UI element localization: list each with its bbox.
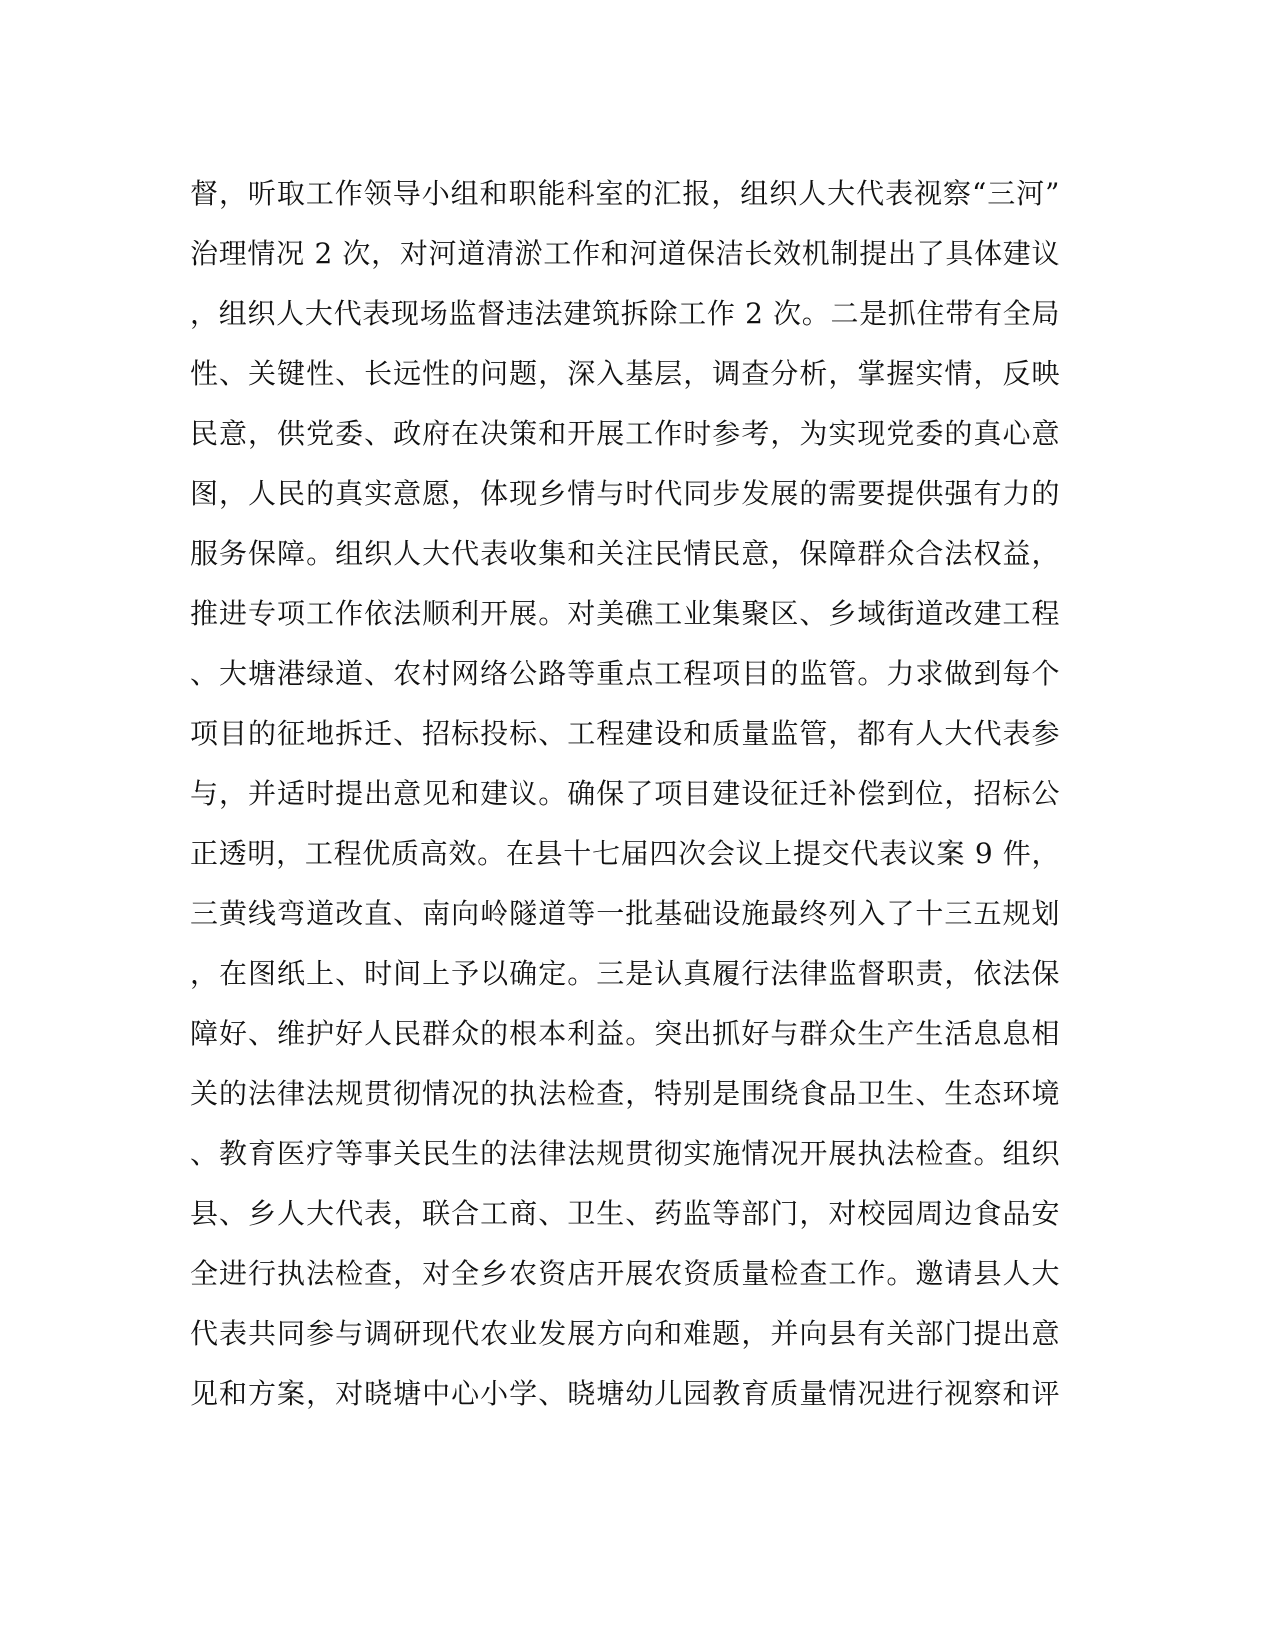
- text-line: 督，听取工作领导小组和职能科室的汇报，组织人大代表视察“三河”: [190, 177, 1060, 210]
- text-line: 项目的征地拆迁、招标投标、工程建设和质量监管，都有人大代表参: [190, 717, 1060, 750]
- text-line: 三黄线弯道改直、南向岭隧道等一批基础设施最终列入了十三五规划: [190, 897, 1060, 930]
- text-line: 治理情况 2 次，对河道清淤工作和河道保洁长效机制提出了具体建议: [190, 237, 1060, 270]
- text-line: 、大塘港绿道、农村网络公路等重点工程项目的监管。力求做到每个: [190, 657, 1060, 690]
- text-line: 全进行执法检查，对全乡农资店开展农资质量检查工作。邀请县人大: [190, 1257, 1060, 1290]
- text-line: 性、关键性、长远性的问题，深入基层，调查分析，掌握实情，反映: [190, 357, 1060, 390]
- text-line: 服务保障。组织人大代表收集和关注民情民意，保障群众合法权益，: [190, 537, 1060, 570]
- text-line: 、教育医疗等事关民生的法律法规贯彻实施情况开展执法检查。组织: [190, 1137, 1060, 1170]
- text-line: 关的法律法规贯彻情况的执法检查，特别是围绕食品卫生、生态环境: [190, 1077, 1060, 1110]
- text-line: 正透明，工程优质高效。在县十七届四次会议上提交代表议案 9 件，: [190, 837, 1060, 870]
- text-line: ，组织人大代表现场监督违法建筑拆除工作 2 次。二是抓住带有全局: [190, 297, 1060, 330]
- body-text: [190, 164, 1060, 1424]
- text-line: 代表共同参与调研现代农业发展方向和难题，并向县有关部门提出意: [190, 1317, 1060, 1350]
- text-line: 障好、维护好人民群众的根本利益。突出抓好与群众生产生活息息相: [190, 1017, 1060, 1050]
- text-line: 民意，供党委、政府在决策和开展工作时参考，为实现党委的真心意: [190, 417, 1060, 450]
- text-line: 见和方案，对晓塘中心小学、晓塘幼儿园教育质量情况进行视察和评: [190, 1377, 1060, 1410]
- text-line: 与，并适时提出意见和建议。确保了项目建设征迁补偿到位，招标公: [190, 777, 1060, 810]
- text-line: ，在图纸上、时间上予以确定。三是认真履行法律监督职责，依法保: [190, 957, 1060, 990]
- text-line: 推进专项工作依法顺利开展。对美礁工业集聚区、乡域街道改建工程: [190, 597, 1060, 630]
- text-line: 县、乡人大代表，联合工商、卫生、药监等部门，对校园周边食品安: [190, 1197, 1060, 1230]
- text-line: 图，人民的真实意愿，体现乡情与时代同步发展的需要提供强有力的: [190, 477, 1060, 510]
